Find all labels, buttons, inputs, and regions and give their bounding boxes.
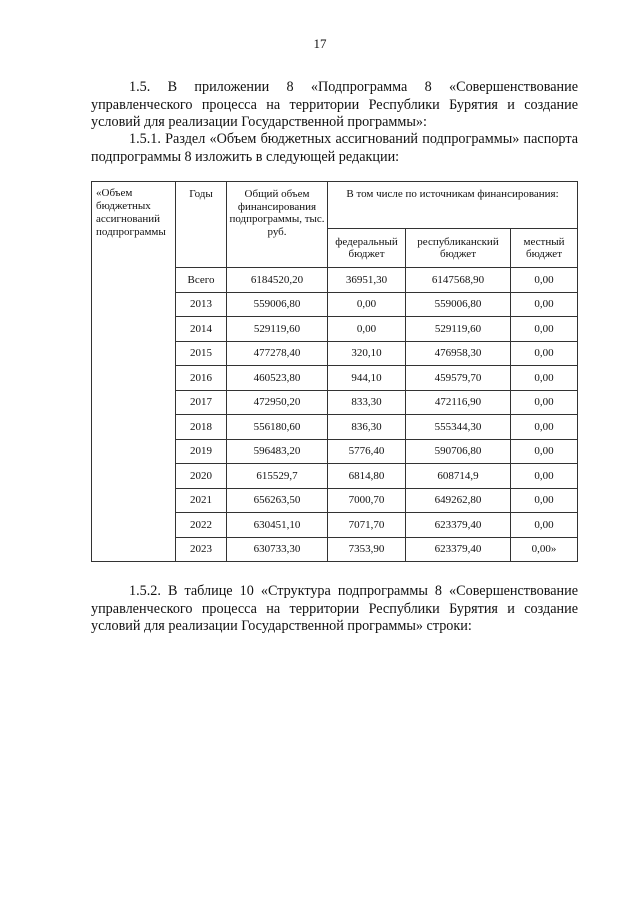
cell-federal: 944,10 — [328, 366, 406, 391]
cell-federal: 7000,70 — [328, 488, 406, 513]
cell-federal: 836,30 — [328, 415, 406, 440]
cell-local: 0,00 — [511, 366, 578, 391]
paragraph-1-5-2: 1.5.2. В таблице 10 «Структура подпрограммы 8 «Совершенствование управленческого процесса на территории Республики Бурятия и создание условий для реализации Государственной программы» строки: — [91, 583, 578, 635]
budget-label-cell: «Объем бюджетных ассигнований подпрограммы — [92, 182, 176, 562]
cell-republic: 555344,30 — [406, 415, 511, 440]
cell-year: 2015 — [176, 341, 227, 366]
cell-local: 0,00 — [511, 513, 578, 538]
cell-total: 630451,10 — [227, 513, 328, 538]
cell-federal: 7071,70 — [328, 513, 406, 538]
cell-local: 0,00 — [511, 464, 578, 489]
cell-republic: 476958,30 — [406, 341, 511, 366]
cell-total: 477278,40 — [227, 341, 328, 366]
cell-federal: 5776,40 — [328, 439, 406, 464]
header-republic: республиканский бюджет — [406, 229, 511, 268]
cell-year: 2016 — [176, 366, 227, 391]
cell-year: 2020 — [176, 464, 227, 489]
cell-republic: 529119,60 — [406, 317, 511, 342]
header-years: Годы — [176, 182, 227, 268]
cell-federal: 0,00 — [328, 317, 406, 342]
cell-federal: 0,00 — [328, 292, 406, 317]
header-local: местный бюджет — [511, 229, 578, 268]
cell-year: 2022 — [176, 513, 227, 538]
cell-total: 556180,60 — [227, 415, 328, 440]
header-total: Общий объем финансирования подпрограммы, тыс. руб. — [227, 182, 328, 268]
cell-republic: 623379,40 — [406, 513, 511, 538]
cell-republic: 608714,9 — [406, 464, 511, 489]
cell-local: 0,00 — [511, 488, 578, 513]
cell-local: 0,00 — [511, 268, 578, 293]
cell-year: 2013 — [176, 292, 227, 317]
cell-republic: 559006,80 — [406, 292, 511, 317]
cell-total: 460523,80 — [227, 366, 328, 391]
paragraph-1-5: 1.5. В приложении 8 «Подпрограмма 8 «Совершенствование управленческого процесса на территории Республики Бурятия и создание условий для реализации Государственной программы»: — [91, 79, 578, 131]
cell-federal: 36951,30 — [328, 268, 406, 293]
cell-local: 0,00 — [511, 439, 578, 464]
cell-year: 2014 — [176, 317, 227, 342]
header-sources: В том числе по источникам финансирования: — [328, 182, 578, 229]
cell-total: 630733,30 — [227, 537, 328, 562]
cell-republic: 6147568,90 — [406, 268, 511, 293]
cell-year: Всего — [176, 268, 227, 293]
cell-total: 615529,7 — [227, 464, 328, 489]
cell-total: 472950,20 — [227, 390, 328, 415]
cell-local: 0,00» — [511, 537, 578, 562]
cell-year: 2019 — [176, 439, 227, 464]
cell-republic: 649262,80 — [406, 488, 511, 513]
cell-total: 596483,20 — [227, 439, 328, 464]
cell-federal: 7353,90 — [328, 537, 406, 562]
cell-year: 2018 — [176, 415, 227, 440]
cell-year: 2021 — [176, 488, 227, 513]
cell-federal: 320,10 — [328, 341, 406, 366]
cell-republic: 590706,80 — [406, 439, 511, 464]
cell-local: 0,00 — [511, 292, 578, 317]
cell-federal: 6814,80 — [328, 464, 406, 489]
cell-federal: 833,30 — [328, 390, 406, 415]
cell-republic: 472116,90 — [406, 390, 511, 415]
cell-local: 0,00 — [511, 390, 578, 415]
cell-total: 656263,50 — [227, 488, 328, 513]
cell-local: 0,00 — [511, 317, 578, 342]
cell-republic: 623379,40 — [406, 537, 511, 562]
cell-total: 6184520,20 — [227, 268, 328, 293]
cell-year: 2017 — [176, 390, 227, 415]
page-number: 17 — [313, 36, 327, 51]
budget-table — [91, 181, 578, 562]
cell-local: 0,00 — [511, 341, 578, 366]
header-federal: федеральный бюджет — [328, 229, 406, 268]
cell-local: 0,00 — [511, 415, 578, 440]
cell-republic: 459579,70 — [406, 366, 511, 391]
paragraph-1-5-1: 1.5.1. Раздел «Объем бюджетных ассигнований подпрограммы» паспорта подпрограммы 8 изложить в следующей редакции: — [91, 131, 578, 165]
cell-year: 2023 — [176, 537, 227, 562]
cell-total: 559006,80 — [227, 292, 328, 317]
cell-total: 529119,60 — [227, 317, 328, 342]
